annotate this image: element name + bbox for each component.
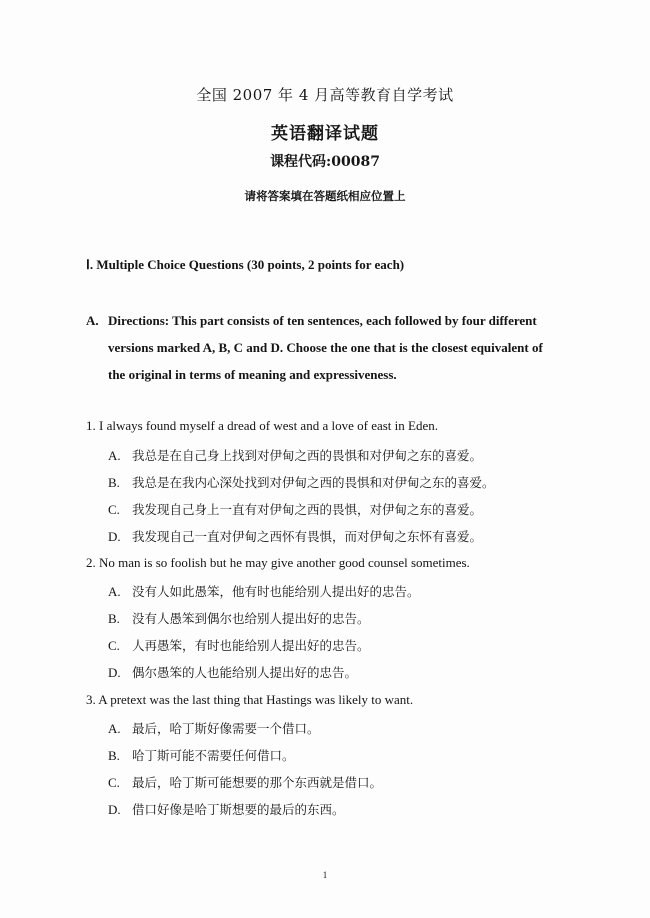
option-text: 我总是在自己身上找到对伊甸之西的畏惧和对伊甸之东的喜爱。 bbox=[132, 448, 483, 463]
option-letter: A. bbox=[108, 721, 121, 736]
directions-line: versions marked A, B, C and D. Choose the one that is the closest equivalent of bbox=[108, 340, 543, 355]
option-text: 我总是在我内心深处找到对伊甸之西的畏惧和对伊甸之东的喜爱。 bbox=[132, 475, 495, 490]
option-letter: B. bbox=[108, 475, 120, 490]
option-2b bbox=[108, 609, 370, 627]
course-code: 课程代码:00087 bbox=[270, 154, 380, 170]
option-text: 人再愚笨，有时也能给别人提出好的忠告。 bbox=[132, 638, 370, 653]
option-text: 最后，哈丁斯可能想要的那个东西就是借口。 bbox=[132, 775, 383, 790]
option-1b bbox=[108, 473, 495, 491]
option-3b bbox=[108, 746, 295, 764]
option-letter: A. bbox=[108, 584, 121, 599]
option-text: 偶尔愚笨的人也能给别人提出好的忠告。 bbox=[132, 665, 358, 680]
option-3c bbox=[108, 773, 382, 791]
option-text: 没有人愚笨到偶尔也给别人提出好的忠告。 bbox=[132, 611, 370, 626]
directions-line: Directions: This part consists of ten sentences, each followed by four different bbox=[108, 313, 537, 328]
option-3d bbox=[108, 800, 345, 818]
option-letter: C. bbox=[108, 775, 120, 790]
exam-title: 全国 2007 年 4 月高等教育自学考试 bbox=[196, 86, 454, 104]
option-text: 借口好像是哈丁斯想要的最后的东西。 bbox=[132, 802, 345, 817]
option-1c bbox=[108, 500, 482, 518]
section-heading: Ⅰ. Multiple Choice Questions (30 points, 2 points for each) bbox=[86, 257, 405, 272]
option-2c bbox=[108, 636, 370, 654]
option-1d bbox=[108, 527, 482, 545]
question-1: 1. I always found myself a dread of west and a love of east in Eden. bbox=[86, 418, 438, 433]
directions-label: A. bbox=[86, 313, 99, 328]
option-3a bbox=[108, 719, 320, 737]
option-letter: D. bbox=[108, 665, 121, 680]
option-letter: C. bbox=[108, 638, 120, 653]
page-number: 1 bbox=[322, 870, 328, 880]
option-1a bbox=[108, 446, 482, 464]
option-text: 没有人如此愚笨，他有时也能给别人提出好的忠告。 bbox=[132, 584, 420, 599]
question-2: 2. No man is so foolish but he may give another good counsel sometimes. bbox=[86, 555, 470, 570]
option-letter: D. bbox=[108, 802, 121, 817]
option-text: 我发现自己一直对伊甸之西怀有畏惧，而对伊甸之东怀有喜爱。 bbox=[132, 529, 483, 544]
question-3: 3. A pretext was the last thing that Hastings was likely to want. bbox=[86, 692, 414, 707]
subject-title: 英语翻译试题 bbox=[271, 124, 379, 144]
option-text: 哈丁斯可能不需要任何借口。 bbox=[132, 748, 295, 763]
answer-instruction: 请将答案填在答题纸相应位置上 bbox=[244, 189, 406, 203]
option-letter: B. bbox=[108, 611, 120, 626]
option-2a bbox=[108, 582, 420, 600]
option-letter: B. bbox=[108, 748, 120, 763]
option-text: 我发现自己身上一直有对伊甸之西的畏惧，对伊甸之东的喜爱。 bbox=[132, 502, 483, 517]
option-text: 最后，哈丁斯好像需要一个借口。 bbox=[132, 721, 320, 736]
directions-line: the original in terms of meaning and expressiveness. bbox=[108, 367, 397, 382]
option-letter: A. bbox=[108, 448, 121, 463]
option-letter: D. bbox=[108, 529, 121, 544]
option-letter: C. bbox=[108, 502, 120, 517]
option-2d bbox=[108, 663, 357, 681]
